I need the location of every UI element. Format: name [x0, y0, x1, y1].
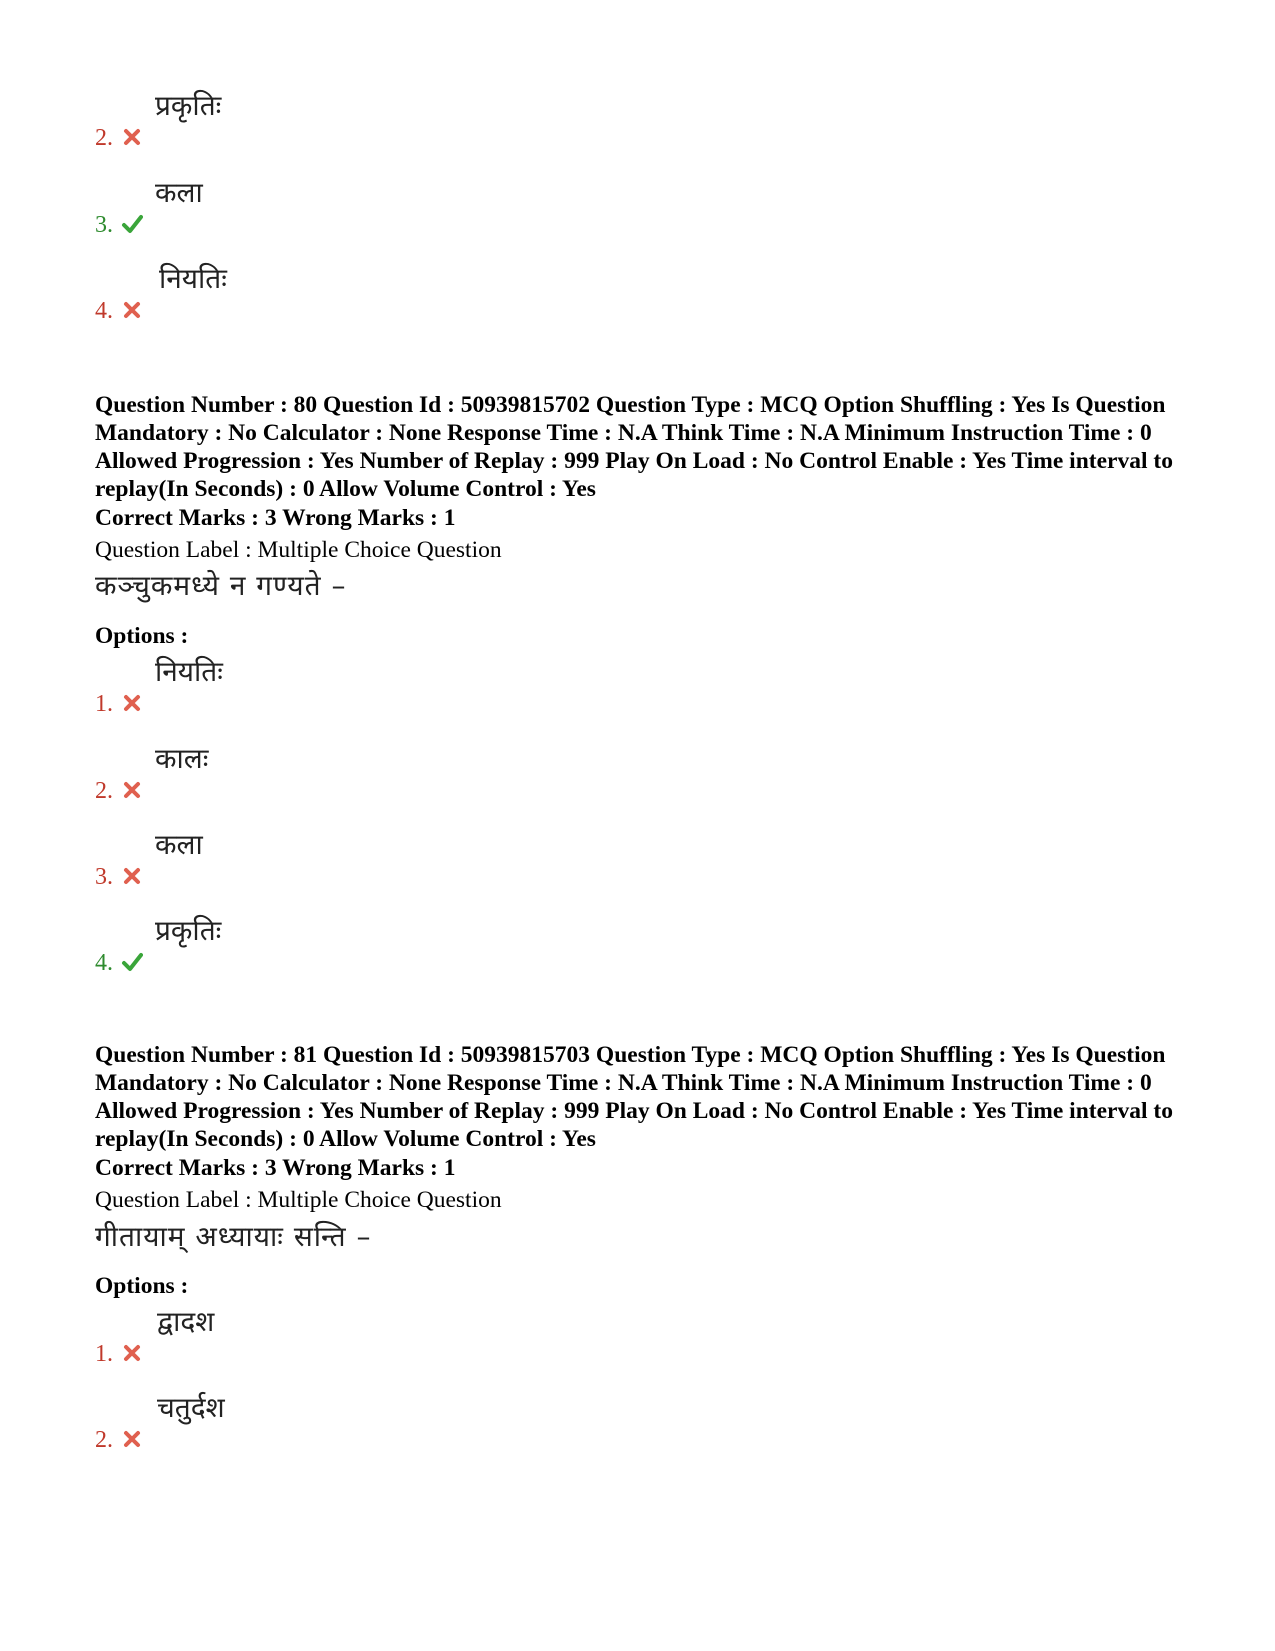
- option-number: 1.: [95, 691, 113, 717]
- option-text: चतुर्दश: [157, 1391, 225, 1424]
- cross-icon: [121, 779, 143, 801]
- options-label: Options :: [95, 623, 189, 649]
- cross-icon: [121, 692, 143, 714]
- cross-icon: [121, 1342, 143, 1364]
- option-item: [95, 743, 495, 803]
- question-label: Question Label : Multiple Choice Question: [95, 537, 502, 563]
- cross-icon: [121, 299, 143, 321]
- cross-icon: [121, 1428, 143, 1450]
- question-marks: Correct Marks : 3 Wrong Marks : 1: [95, 1155, 456, 1181]
- option-item: [95, 1392, 495, 1452]
- option-number: 2.: [95, 1427, 113, 1453]
- option-text: नियतिः: [159, 262, 227, 295]
- check-icon: [121, 213, 143, 235]
- option-text: नियतिः: [155, 655, 223, 688]
- option-number: 2.: [95, 125, 113, 151]
- question-text: कञ्चुकमध्ये न गण्यते –: [95, 569, 347, 602]
- option-number: 4.: [95, 950, 113, 976]
- cross-icon: [121, 126, 143, 148]
- option-text: प्रकृतिः: [155, 89, 222, 122]
- check-icon: [121, 951, 143, 973]
- option-item: [95, 263, 495, 323]
- option-text: कला: [155, 176, 203, 209]
- option-item: [95, 656, 495, 716]
- option-item: [95, 829, 495, 889]
- option-number: 3.: [95, 212, 113, 238]
- option-text: कला: [155, 828, 203, 861]
- option-item: [95, 177, 495, 237]
- option-number: 4.: [95, 298, 113, 324]
- option-number: 1.: [95, 1341, 113, 1367]
- option-text: कालः: [155, 742, 209, 775]
- option-item: [95, 1306, 495, 1366]
- question-text: गीतायाम् अध्यायाः सन्ति –: [95, 1220, 372, 1253]
- option-item: [95, 915, 495, 975]
- option-text: प्रकृतिः: [155, 914, 222, 947]
- question-marks: Correct Marks : 3 Wrong Marks : 1: [95, 505, 456, 531]
- cross-icon: [121, 865, 143, 887]
- options-label: Options :: [95, 1273, 189, 1299]
- question-meta: Question Number : 81 Question Id : 50939815703 Question Type : MCQ Option Shuffling : Yes Is Question Mandatory : No Calculator : None Response Time : N.A Think Time : N.A Minimum Instruction Time : 0 Allowed Progression : Yes Number of Replay : 999 Play On Load : No Control Enable : Yes Time interval to replay(In Seconds) : 0 Allow Volume Control : Yes: [95, 1042, 1173, 1152]
- option-number: 2.: [95, 778, 113, 804]
- option-item: [95, 90, 495, 150]
- question-meta: Question Number : 80 Question Id : 50939815702 Question Type : MCQ Option Shuffling : Yes Is Question Mandatory : No Calculator : None Response Time : N.A Think Time : N.A Minimum Instruction Time : 0 Allowed Progression : Yes Number of Replay : 999 Play On Load : No Control Enable : Yes Time interval to replay(In Seconds) : 0 Allow Volume Control : Yes: [95, 392, 1173, 502]
- option-number: 3.: [95, 864, 113, 890]
- question-label: Question Label : Multiple Choice Question: [95, 1187, 502, 1213]
- option-text: द्वादश: [157, 1305, 215, 1338]
